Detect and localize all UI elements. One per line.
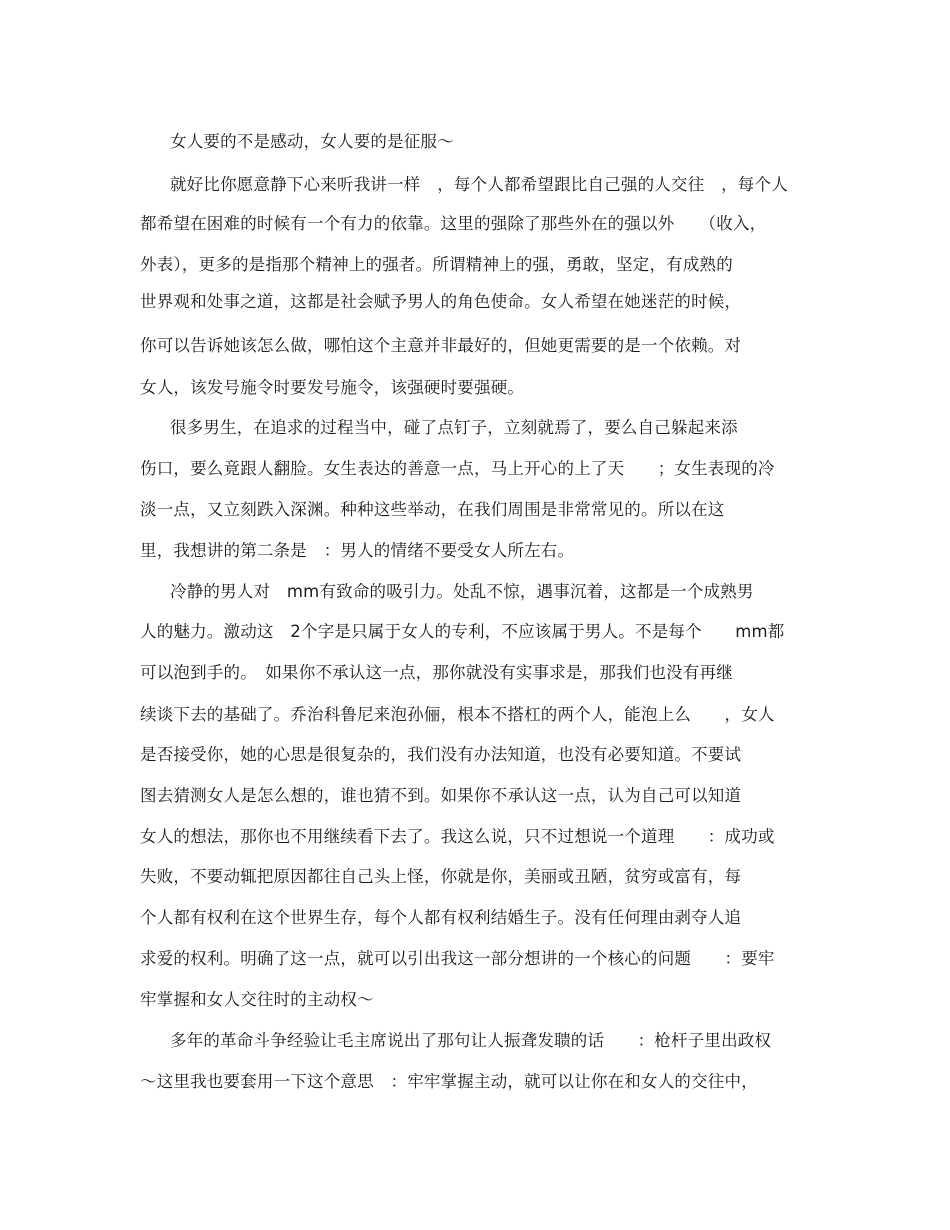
text-line: 都希望在困难的时候有一个有力的依靠。这里的强除了那些外在的强以外 （收入，: [140, 214, 767, 233]
text-line: 牢掌握和女人交往时的主动权～: [140, 990, 374, 1009]
text-line: 可以泡到手的。 如果你不承认这一点，那你就没有实事求是，那我们也没有再继: [140, 663, 733, 682]
text-line: 多年的革命斗争经验让毛主席说出了那句让人振聋发聩的话 ：枪杆子里出政权: [170, 1031, 772, 1050]
text-line: 里，我想讲的第二条是 ：男人的情绪不要受女人所左右。: [140, 541, 575, 560]
text-line: 失败，不要动辄把原因都往自己头上怪，你就是你，美丽或丑陋，贫穷或富有，每: [140, 867, 742, 886]
text-line: 外表），更多的是指那个精神上的强者。所谓精神上的强，勇敢，坚定，有成熟的: [140, 255, 733, 274]
text-line: 图去猜测女人是怎么想的，谁也猜不到。如果你不承认这一点，认为自己可以知道: [140, 786, 742, 805]
text-line: 续谈下去的基础了。乔治科鲁尼来泡孙俪，根本不搭杠的两个人，能泡上么 ，女人: [140, 705, 775, 724]
text-line: 冷静的男人对 mm有致命的吸引力。处乱不惊，遇事沉着，这都是一个成熟男: [170, 582, 754, 601]
text-line: 世界观和处事之道，这都是社会赋予男人的角色使命。女人希望在她迷茫的时候，: [140, 292, 742, 311]
text-line: 很多男生，在追求的过程当中，碰了点钉子，立刻就焉了，要么自己躲起来添: [170, 418, 738, 437]
text-line: 就好比你愿意静下心来听我讲一样 ，每个人都希望跟比自己强的人交往 ，每个人: [170, 175, 788, 194]
text-line: 女人要的不是感动，女人要的是征服～: [170, 132, 454, 151]
text-line: 伤口，要么竟跟人翻脸。女生表达的善意一点，马上开心的上了天 ；女生表现的冷: [140, 459, 775, 478]
text-line: 女人，该发号施令时要发号施令，该强硬时要强硬。: [140, 378, 525, 397]
text-line: 你可以告诉她该怎么做，哪怕这个主意并非最好的，但她更需要的是一个依赖。对: [140, 336, 742, 355]
text-line: 人的魅力。激动这 2个字是只属于女人的专利，不应该属于男人。不是每个 mm都: [140, 622, 785, 641]
text-line: 是否接受你，她的心思是很复杂的，我们没有办法知道，也没有必要知道。不要试: [140, 745, 742, 764]
text-line: 个人都有权利在这个世界生存，每个人都有权利结婚生子。没有任何理由剥夺人追: [140, 908, 742, 927]
text-line: 女人的想法，那你也不用继续看下去了。我这么说，只不过想说一个道理 ：成功或: [140, 827, 775, 846]
text-line: ～这里我也要套用一下这个意思 ：牢牢掌握主动，就可以让你在和女人的交往中，: [140, 1072, 758, 1091]
text-line: 淡一点，又立刻跌入深渊。种种这些举动，在我们周围是非常常见的。所以在这: [140, 500, 725, 519]
text-line: 求爱的权利。明确了这一点，就可以引出我这一部分想讲的一个核心的问题 ：要牢: [140, 949, 775, 968]
